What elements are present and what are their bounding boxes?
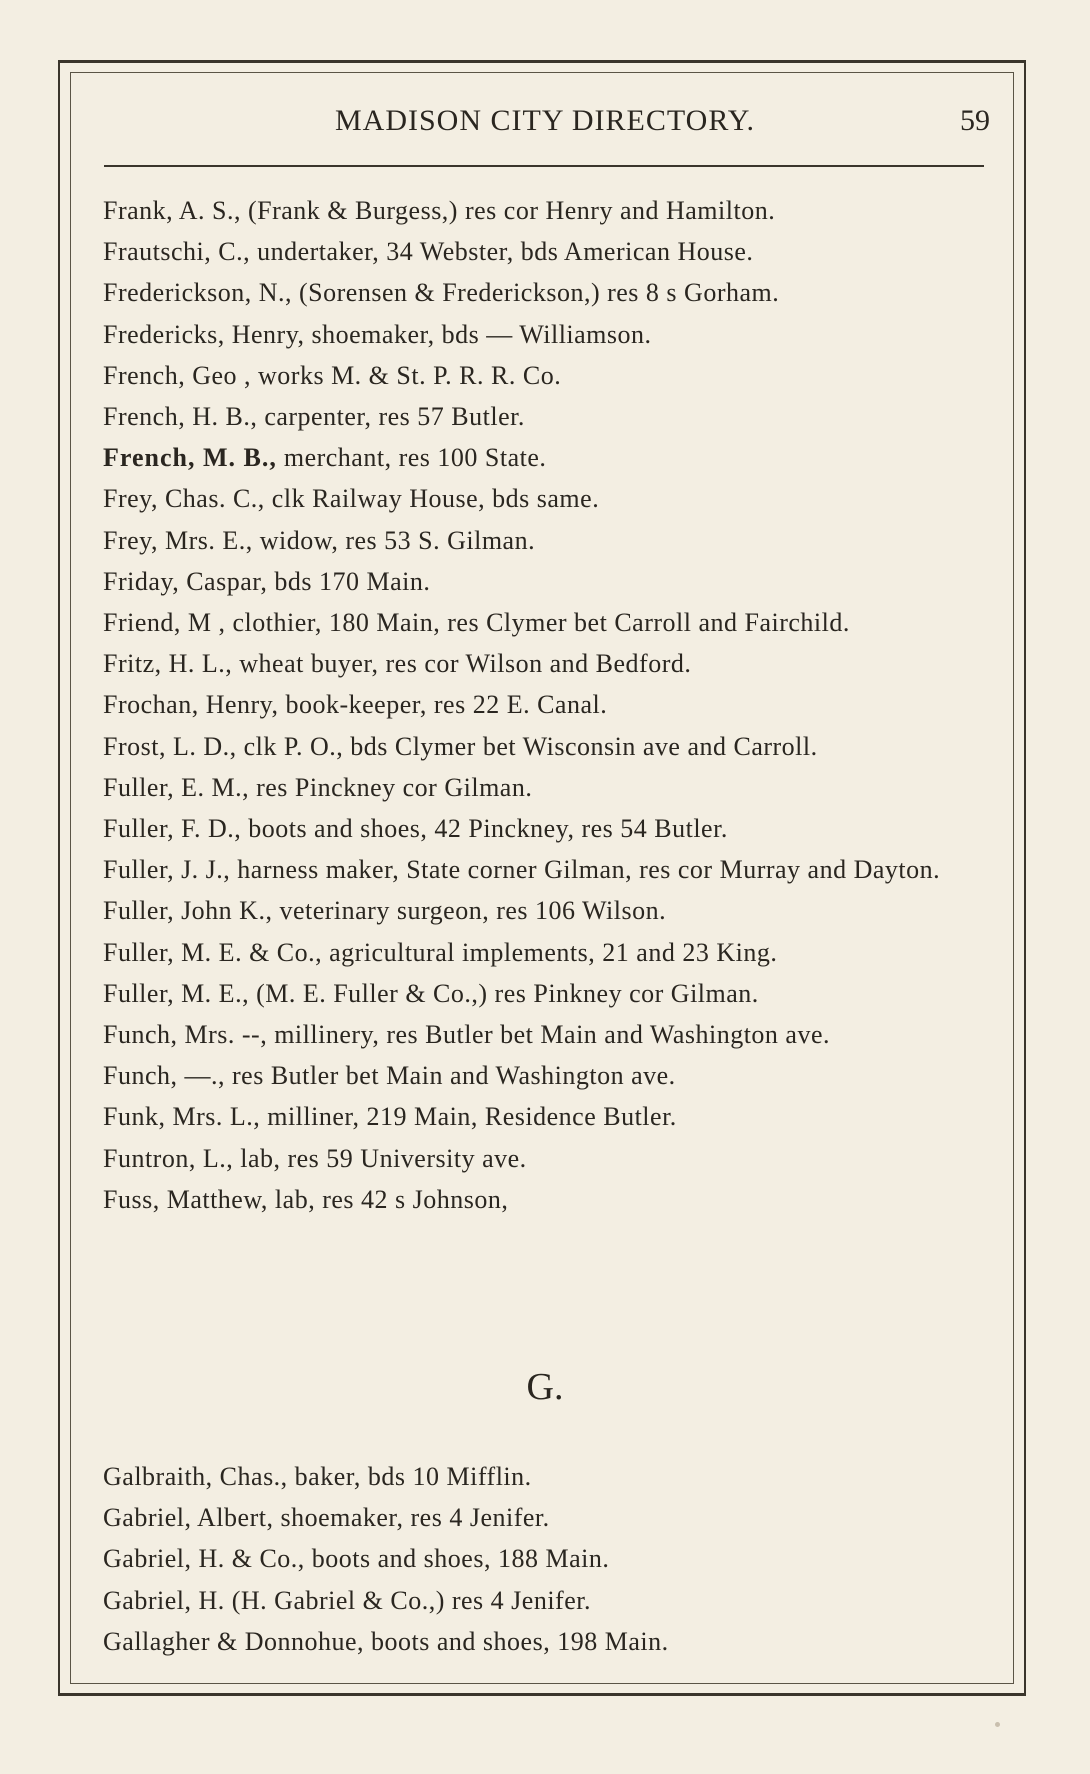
directory-entry: Fuller, J. J., harness maker, State corner Gilman, res cor Murray and Dayton. — [103, 855, 941, 885]
directory-entry: Frost, L. D., clk P. O., bds Clymer bet Wisconsin ave and Carroll. — [103, 731, 818, 761]
directory-entry: Fuller, M. E. & Co., agricultural implements, 21 and 23 King. — [103, 937, 778, 967]
directory-entry: Gallagher & Donnohue, boots and shoes, 198 Main. — [103, 1626, 669, 1656]
directory-entry: Frochan, Henry, book-keeper, res 22 E. Canal. — [103, 690, 608, 720]
directory-entry: Fredericks, Henry, shoemaker, bds — Williamson. — [103, 319, 652, 349]
directory-entry: French, Geo , works M. & St. P. R. R. Co. — [103, 360, 562, 390]
directory-entry: Galbraith, Chas., baker, bds 10 Mifflin. — [103, 1462, 532, 1491]
directory-entry: Frey, Mrs. E., widow, res 53 S. Gilman. — [103, 525, 536, 555]
directory-entry: Frederickson, N., (Sorensen & Frederickson,) res 8 s Gorham. — [103, 278, 780, 308]
directory-entry: Friend, M , clothier, 180 Main, res Clymer bet Carroll and Fairchild. — [103, 608, 850, 638]
directory-entry: Fuller, John K., veterinary surgeon, res 106 Wilson. — [103, 896, 667, 926]
directory-entry: Frank, A. S., (Frank & Burgess,) res cor Henry and Hamilton. — [103, 196, 776, 225]
directory-entry: Gabriel, H. (H. Gabriel & Co.,) res 4 Jenifer. — [103, 1585, 591, 1615]
directory-entry: Frautschi, C., undertaker, 34 Webster, bds American House. — [103, 237, 754, 267]
bold-entry-rest: merchant, res 100 State. — [283, 443, 547, 473]
directory-entry: Fuller, E. M., res Pinckney cor Gilman. — [103, 772, 533, 802]
directory-entry: Friday, Caspar, bds 170 Main. — [103, 566, 431, 596]
directory-entry-bold — [103, 437, 993, 478]
section-heading-g: G. — [526, 1366, 564, 1408]
directory-entry: Fuller, M. E., (M. E. Fuller & Co.,) res Pinkney cor Gilman. — [103, 978, 759, 1008]
directory-entry: Funtron, L., lab, res 59 University ave. — [103, 1143, 527, 1173]
page-title: MADISON CITY DIRECTORY. — [335, 104, 755, 137]
directory-entries-g — [103, 1456, 993, 1662]
header-divider — [104, 165, 984, 167]
directory-entry: Funk, Mrs. L., milliner, 219 Main, Residence Butler. — [103, 1102, 677, 1132]
directory-entries-f — [103, 190, 993, 1220]
directory-entry: Funch, —., res Butler bet Main and Washington ave. — [103, 1061, 676, 1091]
directory-entry: French, H. B., carpenter, res 57 Butler. — [103, 402, 525, 432]
directory-entry: Gabriel, Albert, shoemaker, res 4 Jenifer. — [103, 1503, 550, 1533]
directory-entry: Fuss, Matthew, lab, res 42 s Johnson, — [103, 1184, 509, 1214]
paper-speck — [995, 1722, 1000, 1727]
directory-entry: Fritz, H. L., wheat buyer, res cor Wilson and Bedford. — [103, 649, 692, 679]
directory-entry: Fuller, F. D., boots and shoes, 42 Pinckney, res 54 Butler. — [103, 814, 728, 844]
directory-entry: Frey, Chas. C., clk Railway House, bds same. — [103, 484, 600, 514]
directory-entry: Gabriel, H. & Co., boots and shoes, 188 Main. — [103, 1544, 610, 1574]
page-number: 59 — [960, 104, 990, 137]
bold-entry-name: French, M. B., — [103, 443, 277, 473]
running-header — [100, 100, 990, 150]
directory-entry: Funch, Mrs. --, millinery, res Butler bet Main and Washington ave. — [103, 1020, 831, 1050]
